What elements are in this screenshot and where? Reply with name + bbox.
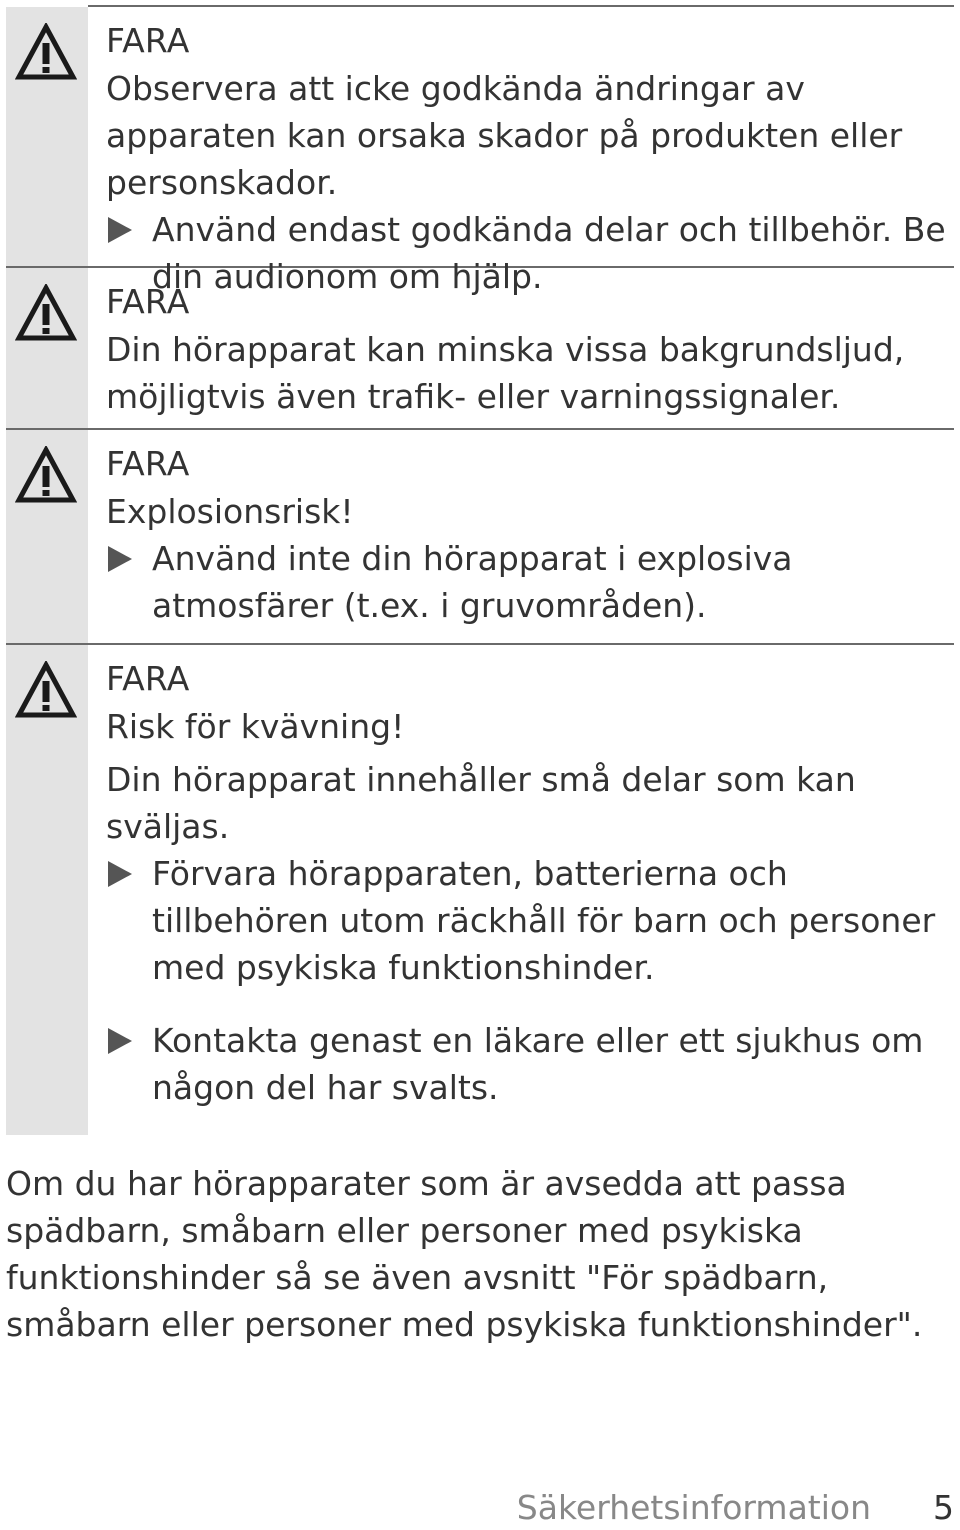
warning-content	[88, 268, 954, 428]
bullet-text: Använd endast godkända delar och tillbehör. Be din audionom om hjälp.	[152, 210, 946, 296]
warning-block	[6, 7, 954, 296]
footer-section-title: Säkerhetsinformation	[516, 1488, 871, 1527]
warning-heading: FARA	[106, 444, 190, 483]
bullet-text: Kontakta genast en läkare eller ett sjukhus om någon del har svalts.	[152, 1021, 924, 1107]
warning-gutter	[6, 645, 88, 1135]
warning-triangle-icon	[15, 284, 77, 342]
warning-block	[6, 645, 954, 1135]
warning-text: Risk för kvävning!	[106, 707, 405, 746]
warning-heading: FARA	[106, 21, 190, 60]
warning-block	[6, 430, 954, 645]
warning-triangle-icon	[15, 661, 77, 719]
warning-bullet	[106, 535, 954, 629]
warning-triangle-icon	[15, 23, 77, 81]
bullet-text: Förvara hörapparaten, batterierna och tillbehören utom räckhåll för barn och personer med psykiska funktionshinder.	[152, 854, 936, 987]
warning-gutter	[6, 430, 88, 643]
warning-content	[88, 430, 954, 643]
bullet-text: Använd inte din hörapparat i explosiva atmosfärer (t.ex. i gruvområden).	[152, 539, 793, 625]
footnote-paragraph: Om du har hörapparater som är avsedda att passa spädbarn, småbarn eller personer med psykiska funktionshinder så se även avsnitt "För spädbarn, småbarn eller personer med psykiska funktionshinder".	[6, 1164, 923, 1344]
bullet-arrow-icon	[106, 535, 152, 629]
warning-gutter	[6, 7, 88, 266]
warning-heading: FARA	[106, 659, 190, 698]
warning-triangle-icon	[15, 446, 77, 504]
warning-list	[6, 7, 954, 1135]
page-footer	[517, 1486, 954, 1530]
warning-heading: FARA	[106, 282, 190, 321]
bullet-arrow-icon	[106, 1017, 152, 1111]
warning-bullet	[106, 1017, 954, 1111]
warning-text: Din hörapparat innehåller små delar som kan sväljas.	[106, 760, 856, 846]
page-number: 5	[933, 1488, 954, 1527]
warning-content	[88, 645, 954, 1135]
bullet-arrow-icon	[106, 850, 152, 991]
warning-gutter	[6, 268, 88, 428]
bullet-arrow-icon	[106, 206, 152, 300]
warning-text: Observera att icke godkända ändringar av apparaten kan orsaka skador på produkten eller personskador.	[106, 69, 903, 202]
warning-text: Explosionsrisk!	[106, 492, 354, 531]
warning-text: Din hörapparat kan minska vissa bakgrundsljud, möjligtvis även trafik- eller varningssignaler.	[106, 330, 905, 416]
warning-bullet	[106, 850, 954, 991]
warning-content	[88, 7, 954, 296]
